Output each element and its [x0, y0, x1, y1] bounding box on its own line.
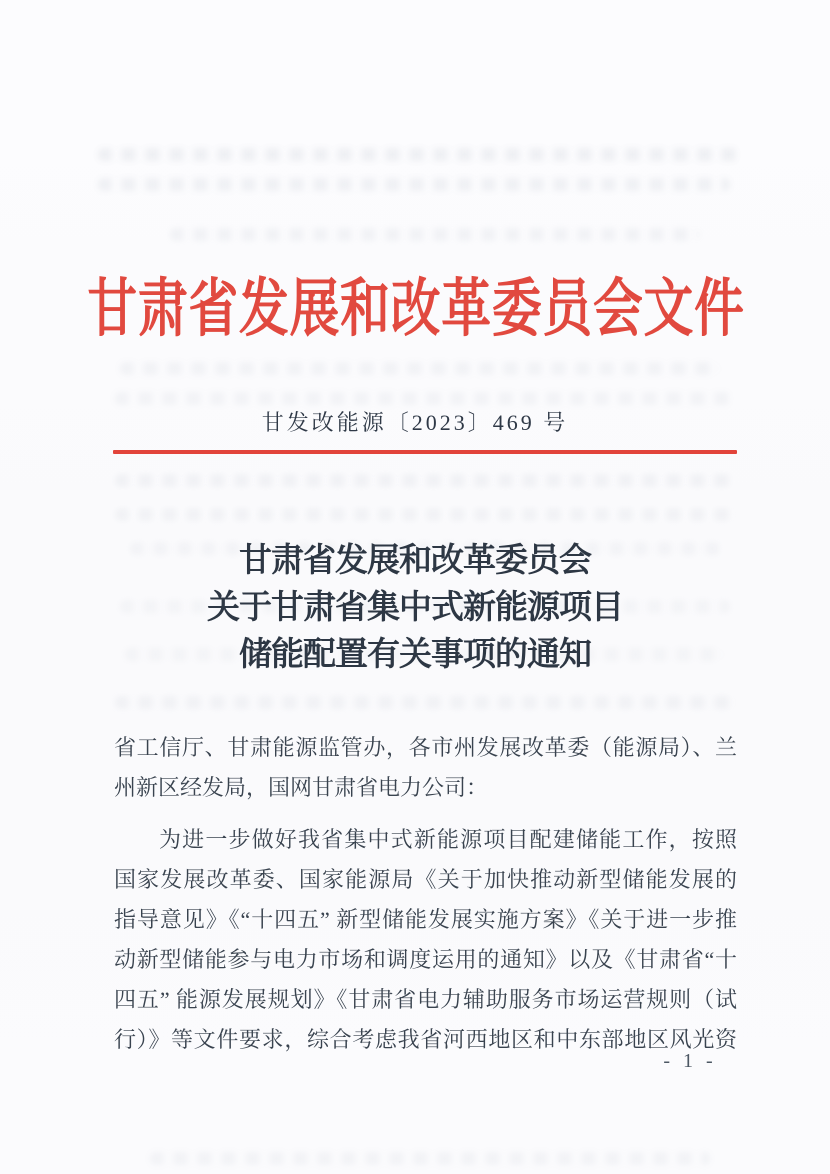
addressee-line-1: 省工信厅、甘肃能源监管办，各市州发展改革委（能源局）、兰 — [114, 735, 737, 760]
document-number: 甘发改能源〔2023〕469 号 — [261, 410, 569, 435]
document-title-line-3: 储能配置有关事项的通知 — [239, 637, 591, 673]
bleedthrough-artifact — [115, 392, 730, 405]
bleedthrough-artifact — [170, 228, 700, 241]
bleedthrough-artifact — [115, 474, 735, 487]
bleedthrough-artifact — [98, 148, 738, 161]
bleedthrough-artifact — [120, 362, 720, 375]
red-separator-rule — [113, 450, 737, 454]
addressee-block — [114, 728, 737, 808]
document-title-line-2: 关于甘肃省集中式新能源项目 — [207, 590, 623, 626]
document-title-line-1: 甘肃省发展和改革委员会 — [239, 543, 591, 579]
body-line-5: 四五” 能源发展规划》《甘肃省电力辅助服务市场运营规则（试 — [114, 987, 737, 1012]
bleedthrough-artifact — [115, 508, 735, 521]
body-line-6: 行）》等文件要求，综合考虑我省河西地区和中东部地区风光资 — [114, 1027, 737, 1052]
bleedthrough-artifact — [98, 178, 730, 191]
document-title — [0, 538, 830, 679]
body-paragraph — [114, 820, 737, 1060]
page-number: - 1 - — [663, 1050, 717, 1072]
body-line-4: 动新型储能参与电力市场和调度运用的通知》以及《甘肃省“十 — [114, 947, 737, 972]
letterhead-title-text: 甘肃省发展和改革委员会文件 — [87, 274, 745, 344]
bleedthrough-artifact — [150, 1152, 710, 1165]
letterhead-title — [0, 258, 830, 349]
body-line-1: 为进一步做好我省集中式新能源项目配建储能工作，按照 — [159, 827, 737, 852]
body-line-3: 指导意见》《“十四五” 新型储能发展实施方案》《关于进一步推 — [114, 907, 737, 932]
bleedthrough-artifact — [115, 696, 735, 709]
addressee-line-2: 州新区经发局，国网甘肃省电力公司： — [114, 775, 489, 800]
body-line-2: 国家发展改革委、国家能源局《关于加快推动新型储能发展的 — [114, 867, 737, 892]
